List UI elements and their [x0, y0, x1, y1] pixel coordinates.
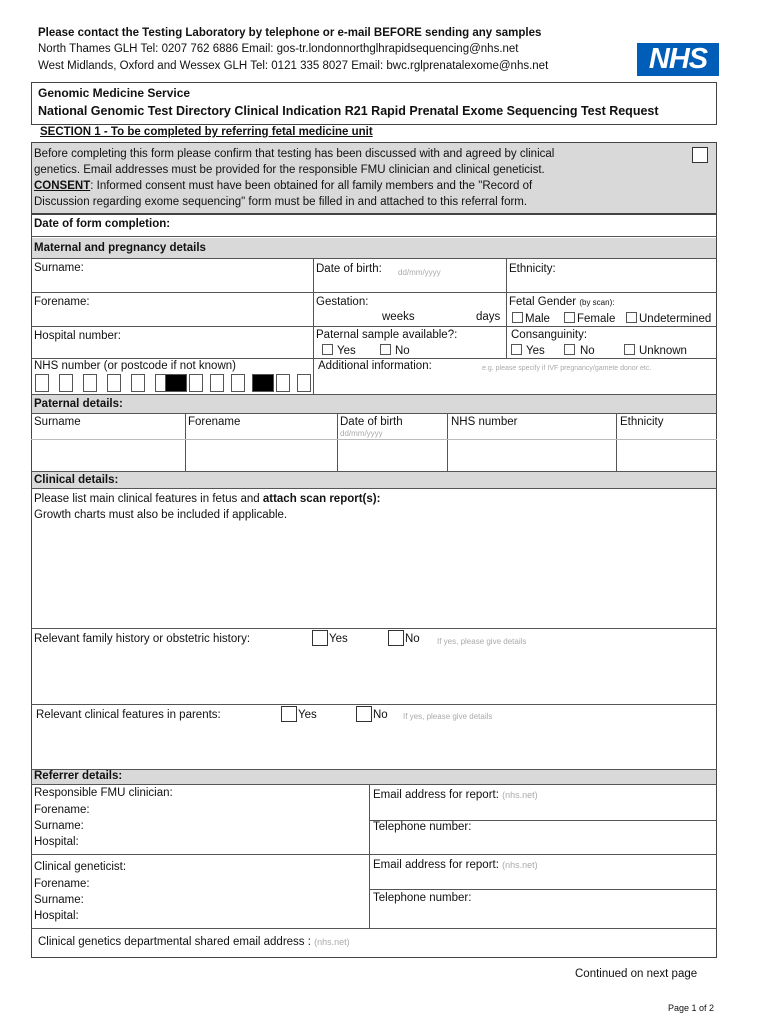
consent-text: : Informed consent must have been obtained for all family members and the "Record of	[90, 180, 533, 192]
family-history-label: Relevant family history or obstetric history:	[34, 633, 251, 645]
geneticist-email-hint: (nhs.net)	[502, 860, 538, 870]
gestation-weeks: weeks	[382, 311, 415, 323]
intro-line-2: genetics. Email addresses must be provided for the responsible FMU clinician and clinical geneticist.	[34, 164, 545, 176]
consent-line-2: Discussion regarding exome sequencing" form must be filled in and attached to this referral form.	[34, 196, 528, 208]
maternal-forename-label: Forename:	[34, 296, 90, 308]
nhs-digit-cell[interactable]	[231, 374, 245, 392]
confirm-discussed-checkbox[interactable]	[692, 147, 708, 163]
geneticist-forename-label: Forename:	[34, 878, 90, 890]
fetal-gender-text: Fetal Gender	[509, 296, 577, 308]
parents-features-textarea[interactable]	[34, 727, 712, 767]
north-thames-contact: North Thames GLH Tel: 0207 762 6886 Email: gos-tr.londonnorthglhrapidsequencing@nhs.net	[38, 43, 519, 55]
growth-charts-note: Growth charts must also be included if applicable.	[34, 509, 288, 521]
shared-email-label	[38, 936, 350, 948]
maternal-dob-hint: dd/mm/yyyy	[398, 268, 441, 277]
clinical-list-bold: attach scan report(s):	[262, 493, 381, 505]
fmu-email-text: Email address for report:	[373, 789, 499, 801]
gender-male-label: Male	[525, 313, 550, 325]
continued-note: Continued on next page	[575, 968, 698, 980]
family-history-hint: If yes, please give details	[437, 637, 527, 646]
shared-email-text: Clinical genetics departmental shared email address :	[38, 936, 311, 948]
parents-features-no-checkbox[interactable]	[356, 706, 372, 722]
family-history-textarea[interactable]	[34, 652, 712, 702]
paternal-col-ethnicity: Ethnicity	[620, 416, 664, 428]
nhs-digit-cell[interactable]	[83, 374, 97, 392]
fmu-hospital-label: Hospital:	[34, 836, 79, 848]
gender-undetermined-label: Undetermined	[639, 313, 712, 325]
page-number: Page 1 of 2	[668, 1003, 715, 1013]
gestation-label: Gestation:	[316, 296, 369, 308]
geneticist-telephone-label: Telephone number:	[373, 892, 472, 904]
service-title: Genomic Medicine Service	[38, 86, 191, 100]
contact-instruction: Please contact the Testing Laboratory by telephone or e-mail BEFORE sending any samples	[38, 27, 542, 39]
geneticist-label: Clinical geneticist:	[34, 861, 127, 873]
additional-info-hint: e.g. please specify if IVF pregnancy/gamete donor etc.	[482, 365, 652, 372]
consanguinity-no-label: No	[580, 345, 595, 357]
west-midlands-contact: West Midlands, Oxford and Wessex GLH Tel: 0121 335 8027 Email: bwc.rglprenatalexome@nhs.net	[38, 60, 549, 72]
parents-features-no-label: No	[373, 709, 388, 721]
nhs-separator-block	[252, 374, 274, 392]
consanguinity-no-checkbox[interactable]	[564, 344, 575, 355]
consanguinity-unknown-checkbox[interactable]	[624, 344, 635, 355]
date-completion-input[interactable]	[190, 218, 710, 234]
referrer-heading-bar	[32, 770, 716, 784]
paternal-col-nhs: NHS number	[451, 416, 518, 428]
fmu-email-hint: (nhs.net)	[502, 790, 538, 800]
geneticist-email-text: Email address for report:	[373, 859, 499, 871]
geneticist-email-label	[373, 859, 538, 871]
paternal-sample-label: Paternal sample available?:	[316, 329, 458, 341]
fmu-forename-label: Forename:	[34, 804, 90, 816]
gender-male-checkbox[interactable]	[512, 312, 523, 323]
consanguinity-yes-label: Yes	[526, 345, 545, 357]
nhs-digit-cell[interactable]	[297, 374, 311, 392]
shared-email-hint: (nhs.net)	[314, 937, 350, 947]
maternal-surname-label: Surname:	[34, 262, 84, 274]
paternal-col-dob: Date of birth	[340, 416, 403, 428]
clinical-features-textarea[interactable]	[34, 526, 712, 624]
gender-undetermined-checkbox[interactable]	[626, 312, 637, 323]
family-history-no-label: No	[405, 633, 420, 645]
parents-features-yes-checkbox[interactable]	[281, 706, 297, 722]
fetal-gender-hint: (by scan):	[579, 298, 615, 307]
gender-female-label: Female	[577, 313, 616, 325]
consent-label: CONSENT	[34, 180, 91, 192]
nhs-logo: NHS	[637, 43, 719, 76]
nhs-digit-cell[interactable]	[107, 374, 121, 392]
maternal-ethnicity-label: Ethnicity:	[509, 263, 556, 275]
section1-heading: SECTION 1 - To be completed by referring fetal medicine unit	[40, 126, 373, 138]
family-history-yes-label: Yes	[329, 633, 348, 645]
family-history-no-checkbox[interactable]	[388, 630, 404, 646]
paternal-heading-bar	[32, 395, 716, 413]
nhs-digit-cell[interactable]	[210, 374, 224, 392]
nhs-separator-block	[165, 374, 187, 392]
paternal-heading: Paternal details:	[34, 398, 123, 410]
paternal-dob-hint: dd/mm/yyyy	[340, 429, 383, 438]
nhs-number-label: NHS number (or postcode if not known)	[34, 360, 236, 372]
consanguinity-unknown-label: Unknown	[639, 345, 687, 357]
nhs-digit-cell[interactable]	[59, 374, 73, 392]
clinical-features-instruction	[34, 493, 380, 505]
form-title: National Genomic Test Directory Clinical Indication R21 Rapid Prenatal Exome Sequencing Test Request	[38, 104, 659, 118]
intro-line-1: Before completing this form please confirm that testing has been discussed with and agreed by clinical	[34, 148, 555, 160]
nhs-digit-cell[interactable]	[35, 374, 49, 392]
consanguinity-yes-checkbox[interactable]	[511, 344, 522, 355]
parents-features-label: Relevant clinical features in parents:	[36, 709, 221, 721]
nhs-digit-cell[interactable]	[131, 374, 145, 392]
clinical-heading-bar	[32, 472, 716, 488]
geneticist-hospital-label: Hospital:	[34, 910, 79, 922]
paternal-sample-yes-label: Yes	[337, 345, 356, 357]
consanguinity-label: Consanguinity:	[511, 329, 588, 341]
paternal-sample-yes-checkbox[interactable]	[322, 344, 333, 355]
fmu-surname-label: Surname:	[34, 820, 84, 832]
paternal-sample-no-checkbox[interactable]	[380, 344, 391, 355]
fmu-clinician-label: Responsible FMU clinician:	[34, 787, 173, 799]
paternal-col-surname: Surname	[34, 416, 81, 428]
fmu-email-label	[373, 789, 538, 801]
referrer-heading: Referrer details:	[34, 770, 123, 782]
date-completion-label: Date of form completion:	[34, 218, 171, 230]
geneticist-surname-label: Surname:	[34, 894, 84, 906]
gestation-days: days	[476, 311, 501, 323]
gender-female-checkbox[interactable]	[564, 312, 575, 323]
nhs-digit-cell[interactable]	[189, 374, 203, 392]
hospital-number-label: Hospital number:	[34, 330, 121, 342]
consent-line	[34, 180, 532, 192]
clinical-list-prefix: Please list main clinical features in fetus and	[34, 493, 263, 505]
additional-info-label: Additional information:	[318, 360, 432, 372]
fetal-gender-label	[509, 296, 614, 308]
paternal-sample-no-label: No	[395, 345, 410, 357]
paternal-col-forename: Forename	[188, 416, 241, 428]
clinical-heading: Clinical details:	[34, 474, 119, 486]
parents-features-yes-label: Yes	[298, 709, 317, 721]
parents-features-hint: If yes, please give details	[403, 712, 493, 721]
fmu-telephone-label: Telephone number:	[373, 821, 472, 833]
maternal-heading: Maternal and pregnancy details	[34, 242, 206, 254]
family-history-yes-checkbox[interactable]	[312, 630, 328, 646]
nhs-digit-cell[interactable]	[276, 374, 290, 392]
maternal-dob-label: Date of birth:	[316, 263, 382, 275]
